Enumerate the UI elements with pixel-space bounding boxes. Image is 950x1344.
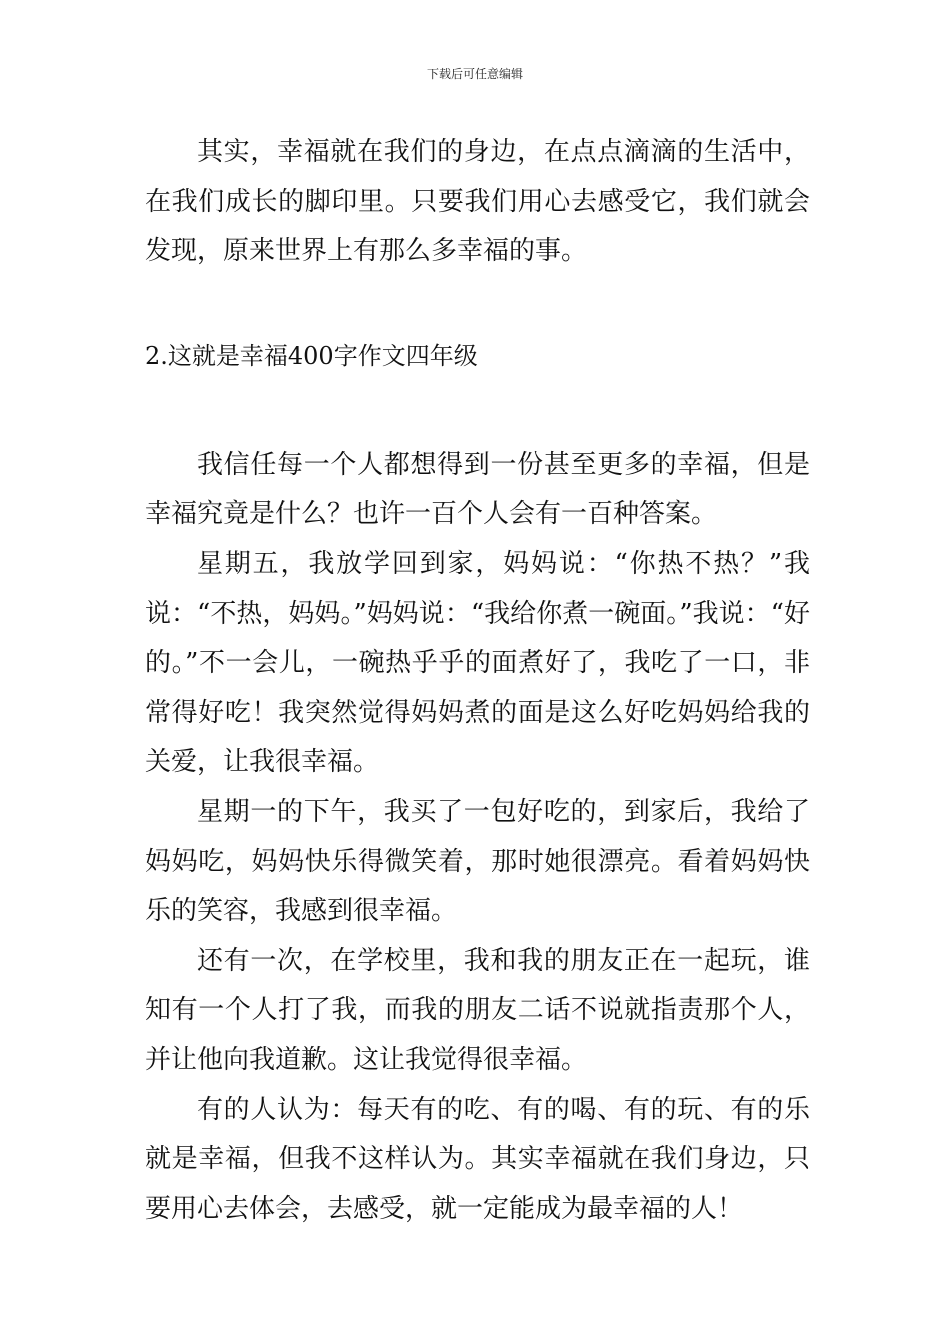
paragraph-2: 我信任每一个人都想得到一份甚至更多的幸福，但是幸福究竟是什么？也许一百个人会有一百种答案。	[145, 449, 810, 530]
paragraph-6: 有的人认为：每天有的吃、有的喝、有的玩、有的乐就是幸福，但我不这样认为。其实幸福就在我们身边，只要用心去体会，去感受，就一定能成为最幸福的人！	[145, 1094, 810, 1224]
document-body	[145, 128, 810, 1234]
section-heading: 2.这就是幸福400字作文四年级	[145, 341, 478, 370]
spacer	[145, 277, 810, 340]
spacer	[145, 372, 810, 441]
paragraph-4: 星期一的下午，我买了一包好吃的，到家后，我给了妈妈吃，妈妈快乐得微笑着，那时她很漂亮。看着妈妈快乐的笑容，我感到很幸福。	[145, 796, 810, 927]
page-header-note: 下载后可任意编辑	[426, 67, 523, 81]
paragraph-3: 星期五，我放学回到家，妈妈说：“你热不热？”我说：“不热，妈妈。”妈妈说：“我给你煮一碗面。”我说：“好的。”不一会儿，一碗热乎乎的面煮好了，我吃了一口，非常得好吃！我突然觉得妈妈煮的面是这么好吃妈妈给我的关爱，让我很幸福。	[145, 548, 810, 778]
paragraph-5: 还有一次，在学校里，我和我的朋友正在一起玩，谁知有一个人打了我，而我的朋友二话不说就指责那个人，并让他向我道歉。这让我觉得很幸福。	[145, 945, 810, 1075]
paragraph-1: 其实，幸福就在我们的身边，在点点滴滴的生活中，在我们成长的脚印里。只要我们用心去感受它，我们就会发现，原来世界上有那么多幸福的事。	[145, 137, 810, 267]
